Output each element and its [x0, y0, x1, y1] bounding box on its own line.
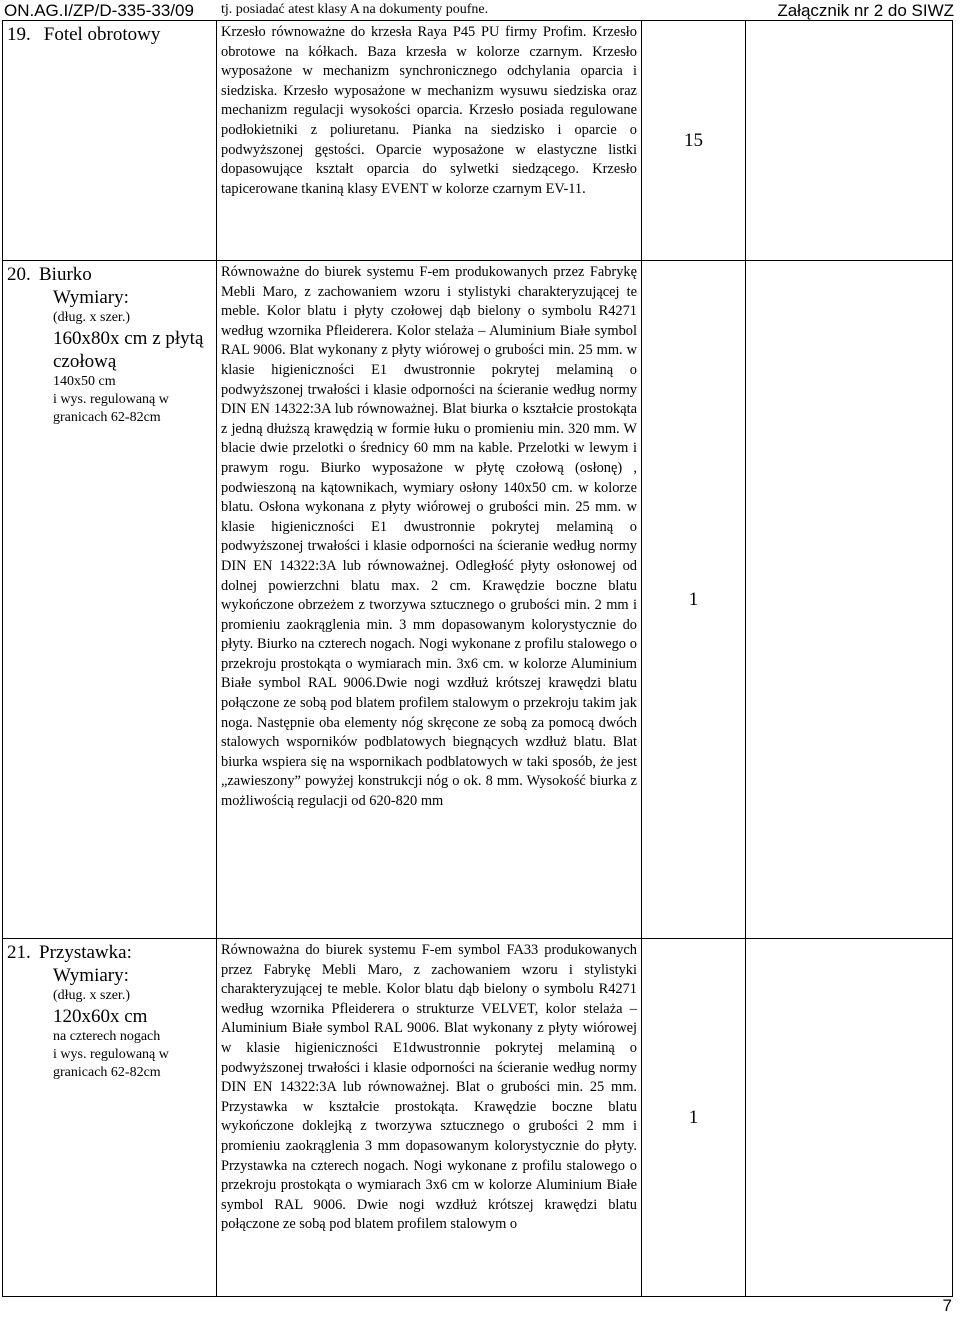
- dims-value: 160x80x cm z płytą czołową: [53, 328, 204, 372]
- item-title: Przystawka:: [39, 942, 132, 963]
- empty-cell: [746, 261, 953, 939]
- item-number: 19.: [7, 24, 31, 45]
- dims-height: i wys. regulowaną w granicach 62-82cm: [53, 1047, 169, 1080]
- empty-cell: [746, 939, 953, 1297]
- item-quantity: 1: [642, 261, 746, 939]
- document-reference: ON.AG.I/ZP/D-335-33/09: [4, 1, 194, 20]
- dims-label: Wymiary:: [53, 965, 129, 986]
- page-number: 7: [942, 1296, 952, 1315]
- item-name-cell: [3, 939, 217, 1297]
- dims-extra: 140x50 cm: [53, 374, 116, 389]
- attachment-label: Załącznik nr 2 do SIWZ: [777, 1, 954, 20]
- preceding-text: tj. posiadać atest klasy A na dokumenty poufne.: [221, 2, 489, 17]
- empty-cell: [746, 21, 953, 261]
- item-name-cell: [3, 261, 217, 939]
- item-description: Równoważna do biurek systemu F-em symbol FA33 produkowanych przez Fabrykę Mebli Maro, z zachowaniem wzoru i stylistyki charakteryzującej te meble. Kolor blatu dąb bielony o symbolu R4271 według wzornika Pfleiderera o strukturze VELVET, kolor stelaża – Aluminium Białe symbol RAL 9006. Blat wykonany z płyty wiórowej w klasie higieniczności E1dwustronnie pokrytej melaminą o podwyższonej trwałości i klasie odporności na ścieranie według normy DIN EN 14322:3A lub równoważnej. Blat o grubości min. 25 mm. Przystawka w kształcie prostokąta. Krawędzie boczne blatu wykończone doklejką z tworzywa sztucznego o grubości 2 mm i promieniu zaokrąglenia 3 mm dopasowanym kolorystycznie do płyty. Przystawka na czterech nogach. Nogi wykonane z profilu stalowego o przekroju prostokąta o wymiarach 3x6 cm w kolorze Aluminium Białe symbol RAL 9006. Dwie nogi wzdłuż krótszej krawędzi blatu połączone ze sobą pod blatem profilem stalowym o: [221, 942, 637, 1233]
- item-number: 20.: [7, 264, 31, 285]
- item-description: Krzesło równoważne do krzesła Raya P45 PU firmy Profim. Krzesło obrotowe na kółkach. Baza krzesła w kolorze czarnym. Krzesło wyposażone w mechanizm synchronicznego odchylania oparcia i siedziska. Krzesło wyposażone w mechanizm wysuwu siedziska oraz mechanizm regulacji wysokości oparcia. Krzesło posiada regulowane podłokietniki z poliuretanu. Pianka na siedzisko i oparcie o podwyższonej gęstości. Oparcie wyposażone w elastyczne listki dopasowujące kształt oparcia do sylwetki siedzącego. Krzesło tapicerowane tkaniną klasy EVENT w kolorze czarnym EV-11.: [221, 24, 637, 197]
- dims-value: 120x60x cm: [53, 1006, 148, 1027]
- item-description: Równoważne do biurek systemu F-em produkowanych przez Fabrykę Mebli Maro, z zachowaniem wzoru i stylistyki charakteryzującej te meble. Kolor blatu i płyty czołowej dąb bielony o symbolu R4271 według wzornika Pfleiderera. Kolor stelaża – Aluminium Białe symbol RAL 9006. Blat wykonany z płyty wiórowej o grubości min. 25 mm. w klasie higieniczności E1 dwustronnie pokrytej melaminą o podwyższonej trwałości i klasie odporności na ścieranie według normy DIN EN 14322:3A lub równoważnej. Blat biurka o kształcie prostokąta z jedną dłuższą krawędzią w formie łuku o promieniu min. 320 mm. W blacie dwie przelotki o średnicy 60 mm na kable. Przelotki w lewym i prawym rogu. Biurko wyposażone w płytę czołową (osłonę) , podwieszoną na kątownikach, wymiary osłony 140x50 cm. w kolorze blatu. Osłona wykonana z płyty wiórowej o grubości min. 25 mm. w klasie higieniczności E1 dwustronnie pokrytej melaminą o podwyższonej trwałości i klasie odporności na ścieranie według normy DIN EN 14322:3A lub równoważnej. Odległość płyty osłonowej od dolnej powierzchni blatu max. 2 cm. Krawędzie boczne blatu wykończone obrzeżem z tworzywa sztucznego o grubości min. 2 mm i promieniu zaokrąglenia min. 3 mm dopasowanym kolorystycznie do płyty. Biurko na czterech nogach. Nogi wykonane z profilu stalowego o przekroju prostokąta o wymiarach min. 3x6 cm. w kolorze Aluminium Białe symbol RAL 9006.Dwie nogi wzdłuż krótszej krawędzi blatu połączone ze sobą pod blatem profilem stalowym o przekroju takim jak noga. Następnie oba elementy nóg skręcone ze sobą za pomocą dwóch stalowych wsporników podblatowych biegnących wzdłuż blatu. Blat biurka wspiera się na wspornikach podblatowych w taki sposób, że jest „zawieszony” powyżej konstrukcji nóg o ok. 8 mm. Wysokość biurka z możliwością regulacji od 620-820 mm: [221, 264, 637, 810]
- item-quantity: 1: [642, 939, 746, 1297]
- item-quantity: 15: [642, 21, 746, 261]
- dims-extra: na czterech nogach: [53, 1029, 161, 1044]
- item-description-cell: [217, 21, 642, 261]
- specification-table: [2, 20, 953, 1297]
- item-number: 21.: [7, 942, 31, 963]
- item-description-cell: [217, 939, 642, 1297]
- table-row: [3, 939, 953, 1297]
- dims-height: i wys. regulowaną w granicach 62-82cm: [53, 392, 169, 425]
- item-title: Fotel obrotowy: [43, 24, 161, 45]
- item-description-cell: [217, 261, 642, 939]
- dims-unit: (dług. x szer.): [53, 310, 130, 325]
- dims-unit: (dług. x szer.): [53, 988, 130, 1003]
- table-row: [3, 261, 953, 939]
- item-title: Biurko: [39, 264, 92, 285]
- dims-label: Wymiary:: [53, 287, 129, 308]
- item-name-cell: [3, 21, 217, 261]
- table-row: [3, 21, 953, 261]
